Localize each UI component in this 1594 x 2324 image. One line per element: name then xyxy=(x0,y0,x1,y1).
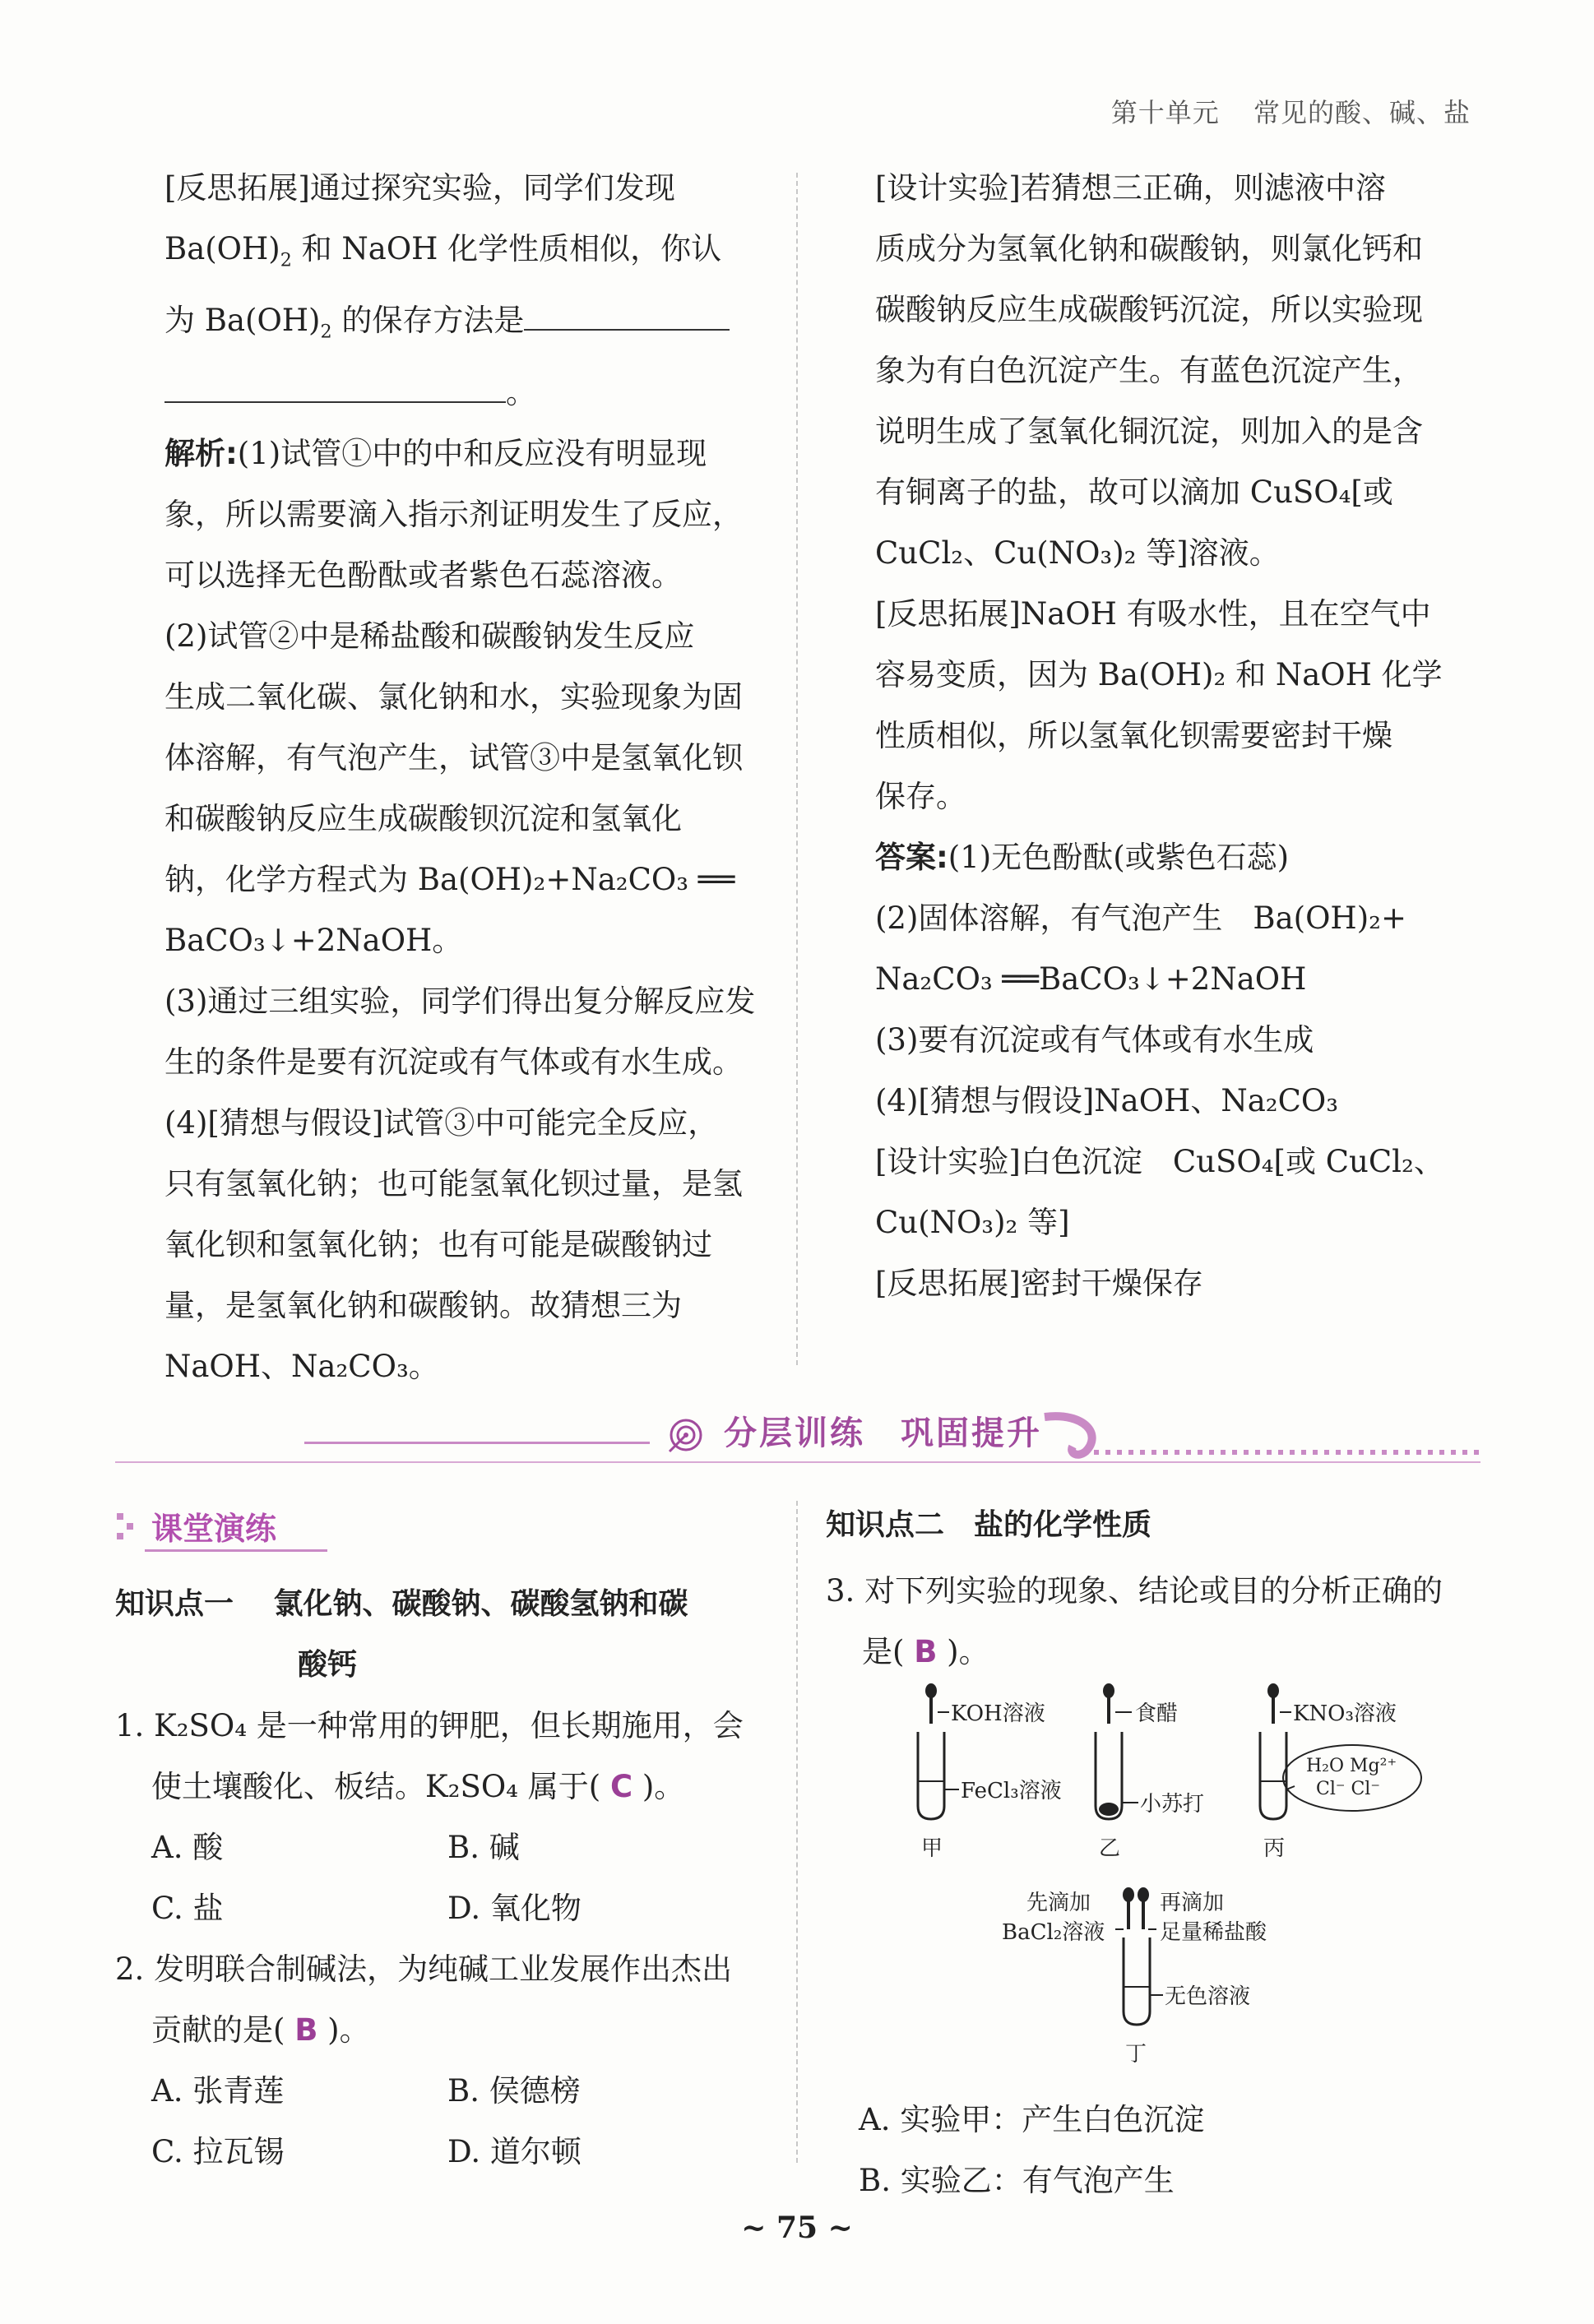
tube-bing xyxy=(1260,1683,1421,1861)
page-number: ~ 75 ~ xyxy=(741,2211,853,2245)
text-line: 氧化钡和氢氧化钠；也有可能是碳酸钠过 xyxy=(164,1226,712,1262)
question-3-cont: 是( B )。 xyxy=(862,1634,989,1669)
answer-blank[interactable] xyxy=(524,296,730,331)
question-1: 1. K₂SO₄ 是一种常用的钾肥，但长期施用，会 xyxy=(115,1708,744,1743)
option: A. 酸 xyxy=(151,1830,224,1865)
text-line: 和碳酸钠反应生成碳酸钡沉淀和氢氧化 xyxy=(164,800,682,836)
option-a: A. 实验甲：产生白色沉淀 xyxy=(859,2102,1205,2137)
yi-bottom-label: 小苏打 xyxy=(1140,1792,1205,1817)
text-line: 只有氢氧化钠；也可能氢氧化钡过量，是氢 xyxy=(164,1165,743,1201)
options-row xyxy=(115,2061,765,2122)
text-line: 解析:(1)试管①中的中和反应没有明显现 xyxy=(164,435,707,471)
text-line: (3)通过三组实验，同学们得出复分解反应发 xyxy=(164,983,756,1019)
knowledge-point-1-cont: 酸钙 xyxy=(298,1648,358,1682)
text-line: (2)固体溶解，有气泡产生 Ba(OH)₂+ xyxy=(875,900,1406,936)
question-2-cont: 贡献的是( B )。 xyxy=(151,2012,370,2048)
text-line: [设计实验]若猜想三正确，则滤液中溶 xyxy=(875,170,1386,206)
text-line: [反思拓展]NaOH 有吸水性，且在空气中 xyxy=(875,596,1431,632)
bing-label: 丙 xyxy=(1263,1836,1286,1861)
left-column-top xyxy=(164,158,765,1397)
answer-label: 答案: xyxy=(875,840,948,875)
left-column-bottom xyxy=(115,1574,765,2183)
text-line: CuCl₂、Cu(NO₃)₂ 等]溶液。 xyxy=(875,535,1280,571)
text-line: 生成二氧化碳、氯化钠和水，实验现象为固 xyxy=(164,678,743,715)
options-row xyxy=(115,1878,765,1939)
banner-underline xyxy=(115,1461,1480,1463)
section-tag-underline xyxy=(145,1549,327,1552)
section-tag: 课堂演练 xyxy=(151,1511,277,1547)
banner-title: 分层训练 巩固提升 xyxy=(724,1414,1042,1452)
text-line: [反思拓展]密封干燥保存 xyxy=(875,1266,1203,1301)
answer-choice: C xyxy=(609,1769,633,1804)
bing-bubble-line2: Cl⁻ Cl⁻ xyxy=(1316,1779,1380,1799)
text-line: 可以选择无色酚酞或者紫色石蕊溶液。 xyxy=(164,557,682,593)
text-line: 量，是氢氧化钠和碳酸钠。故猜想三为 xyxy=(164,1287,682,1323)
text-line: 。 xyxy=(164,363,765,424)
bing-bubble-line1: H₂O Mg²⁺ xyxy=(1306,1756,1397,1776)
option: D. 道尔顿 xyxy=(447,2134,582,2169)
text-line: (4)[猜想与假设]试管③中可能完全反应， xyxy=(164,1104,719,1141)
answer-blank[interactable] xyxy=(164,368,506,403)
yi-label: 乙 xyxy=(1099,1836,1121,1861)
text-line: 象为有白色沉淀产生。有蓝色沉淀产生， xyxy=(875,353,1423,388)
column-divider-bottom xyxy=(796,1501,798,2163)
option: C. 盐 xyxy=(151,1891,224,1926)
question-3: 3. 对下列实验的现象、结论或目的分析正确的 xyxy=(826,1573,1443,1609)
header-unit: 第十单元 xyxy=(1110,97,1220,128)
yi-top-label: 食醋 xyxy=(1135,1701,1179,1726)
text-line: 质成分为氢氧化钠和碳酸钠，则氯化钙和 xyxy=(875,231,1423,266)
text-line: 为 $Ba(OH)_2$ 的保存方法是 xyxy=(164,290,765,362)
text-line: 有铜离子的盐，故可以滴加 CuSO₄[或 xyxy=(875,475,1393,510)
banner-dots xyxy=(1094,1450,1480,1455)
jia-label: 甲 xyxy=(921,1836,943,1861)
question-2: 2. 发明联合制碱法，为纯碱工业发展作出杰出 xyxy=(115,1951,733,1987)
analysis-label: 解析: xyxy=(164,435,238,471)
text-line: [反思拓展]通过探究实验，同学们发现 xyxy=(164,170,675,206)
section-banner xyxy=(115,1410,1480,1468)
text-line: NaOH、Na₂CO₃。 xyxy=(164,1348,439,1384)
ding-right-label1: 再滴加 xyxy=(1160,1891,1225,1915)
knowledge-point-1: 知识点一 氯化钠、碳酸钠、碳酸氢钠和碳 xyxy=(115,1587,688,1621)
experiment-figure xyxy=(826,1683,1484,2069)
text-line: 碳酸钠反应生成碳酸钙沉淀，所以实验现 xyxy=(875,292,1423,327)
tube-yi xyxy=(1096,1683,1204,1861)
section-marker-icon xyxy=(115,1510,137,1543)
text-line: 钠，化学方程式为 Ba(OH)₂+Na₂CO₃ ══ xyxy=(164,861,735,897)
header-title: 常见的酸、碱、盐 xyxy=(1253,97,1471,128)
page-header xyxy=(1111,92,1471,130)
answer-choice: B xyxy=(294,2012,318,2048)
text-line: (4)[猜想与假设]NaOH、Na₂CO₃ xyxy=(875,1083,1339,1118)
text-line: 性质相似，所以氢氧化钡需要密封干燥 xyxy=(875,718,1392,753)
knowledge-point-2: 知识点二 盐的化学性质 xyxy=(826,1508,1152,1542)
option: B. 侯德榜 xyxy=(447,2073,581,2109)
tube-ding xyxy=(1002,1887,1267,2067)
jia-bottom-label: FeCl₃溶液 xyxy=(961,1779,1062,1803)
text-line: 说明生成了氢氧化铜沉淀，则加入的是含 xyxy=(875,414,1423,449)
column-divider-top xyxy=(796,173,798,1365)
bing-top-label: KNO₃溶液 xyxy=(1293,1701,1397,1726)
text-line: 保存。 xyxy=(875,779,966,814)
ding-label: 丁 xyxy=(1125,2042,1147,2067)
options-row xyxy=(115,1817,765,1878)
right-column-bottom xyxy=(826,1495,1484,2211)
text-line: Na₂CO₃ ══BaCO₃↓+2NaOH xyxy=(875,961,1307,997)
ding-left-label1: 先滴加 xyxy=(1026,1891,1091,1915)
jia-top-label: KOH溶液 xyxy=(951,1701,1045,1726)
text-line: BaCO₃↓+2NaOH。 xyxy=(164,922,463,958)
ding-left-label2: BaCl₂溶液 xyxy=(1002,1920,1105,1945)
banner-line xyxy=(304,1442,650,1444)
options-row xyxy=(115,2122,765,2183)
right-column-top xyxy=(875,158,1476,1314)
text-line: 答案:(1)无色酚酞(或紫色石蕊) xyxy=(875,840,1290,875)
option: A. 张青莲 xyxy=(151,2073,285,2109)
text-line: $Ba(OH)_2$ 和 NaOH 化学性质相似，你认 xyxy=(164,231,722,271)
text-line: 体溶解，有气泡产生，试管③中是氢氧化钡 xyxy=(164,739,743,775)
question-1-cont: 使土壤酸化、板结。K₂SO₄ 属于( C )。 xyxy=(151,1769,685,1804)
option: B. 碱 xyxy=(447,1830,520,1865)
text-line: Cu(NO₃)₂ 等] xyxy=(875,1205,1070,1240)
ding-bottom-label: 无色溶液 xyxy=(1165,1984,1251,2009)
option: D. 氧化物 xyxy=(447,1891,582,1926)
tube-jia xyxy=(918,1683,1062,1861)
target-icon xyxy=(668,1417,704,1453)
text-line: 生的条件是要有沉淀或有气体或有水生成。 xyxy=(164,1044,743,1080)
ding-right-label2: 足量稀盐酸 xyxy=(1160,1920,1267,1945)
option-b: B. 实验乙：有气泡产生 xyxy=(859,2163,1175,2198)
text-line: 象，所以需要滴入指示剂证明发生了反应， xyxy=(164,496,743,532)
text-line: 容易变质，因为 Ba(OH)₂ 和 NaOH 化学 xyxy=(875,657,1443,692)
text-line: [设计实验]白色沉淀 CuSO₄[或 CuCl₂、 xyxy=(875,1144,1444,1179)
option: C. 拉瓦锡 xyxy=(151,2134,285,2169)
text-line: (2)试管②中是稀盐酸和碳酸钠发生反应 xyxy=(164,618,695,654)
text-line: (3)要有沉淀或有气体或有水生成 xyxy=(875,1022,1314,1058)
answer-choice: B xyxy=(914,1634,938,1669)
